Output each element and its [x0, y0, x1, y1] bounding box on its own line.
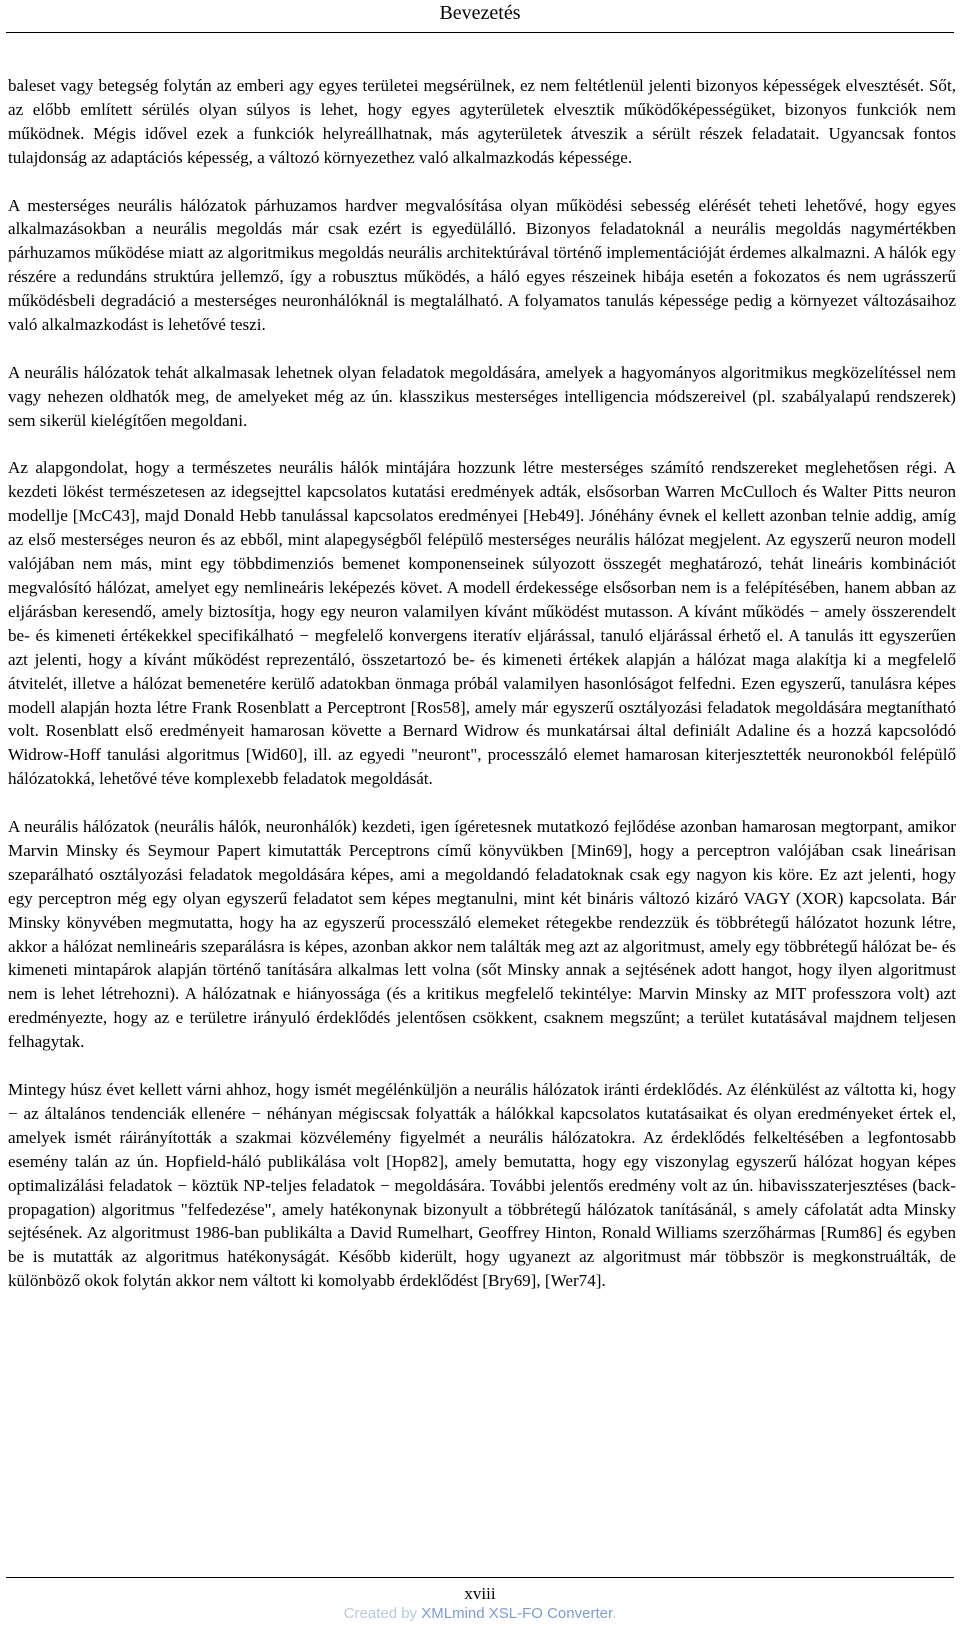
- credit-product: XMLmind XSL-FO Converter: [421, 1605, 613, 1622]
- generator-credit: [0, 1604, 960, 1624]
- credit-prefix: Created by: [343, 1605, 422, 1622]
- body-text: [8, 74, 956, 1317]
- paragraph: Mintegy húsz évet kellett várni ahhoz, hogy ismét megélénküljön a neurális hálózatok iránti érdeklődés. Az élénkülést az váltotta ki, hogy − az általános tendenciák ellenére − néhányan mégiscsak folyatták a hálókkal kapcsolatos kutatásaikat és olyan eredményeket értek el, amelyek ismét ráirányították a szakmai közvélemény figyelmét a neurális hálózatokra. Az érdeklődés felkeltésében a legfontosabb esemény talán az ún. Hopfield-háló publikálása volt [Hop82], amely bemutatta, hogy egy viszonylag egyszerű hálózat hogyan képes optimalizálási feladatok − köztük NP-teljes feladatok − megoldására. További jelentős eredmény volt az ún. hibavisszaterjesztéses (back-propagation) algoritmus "felfedezése", amely hatékonynak bizonyult a többrétegű hálózatok tanításánál, s amely cáfolatát adta Minsky sejtésének. Az algoritmust 1986-ban publikálta a David Rumelhart, Geoffrey Hinton, Ronald Williams szerzőhármas [Rum86] és egyben be is mutatták az algoritmus hatékonyságát. Később kiderült, hogy ugyanezt az algoritmust már többször is megkonstruálták, de különböző okok folytán akkor nem váltott ki komolyabb érdeklődést [Bry69], [Wer74].: [8, 1079, 956, 1291]
- running-header: Bevezetés: [439, 2, 521, 24]
- header-divider: [6, 32, 954, 33]
- paragraph: baleset vagy betegség folytán az emberi agy egyes területei megsérülnek, ez nem feltétlenül jelenti bizonyos képességek elvesztését. Sőt, az előbb említett sérülés olyan súlyos is lehet, hogy egyes agyterületek elvesztik működőképességüket, bizonyos funkciók nem működnek. Mégis idővel ezek a funkciók helyreállhatnak, más agyterületek átveszik a sérült részek feladatait. Ugyancsak fontos tulajdonság az adaptációs képesség, a változó környezethez való alkalmazkodás képessége.: [8, 76, 956, 167]
- paragraph: A neurális hálózatok tehát alkalmasak lehetnek olyan feladatok megoldására, amelyek a hagyományos algoritmikus megközelítéssel nem vagy nehezen oldhatók meg, de amelyeket még az ún. klasszikus mesterséges intelligencia módszereivel (pl. szabályalapú rendszerek) sem sikerül kielégítően megoldani.: [8, 362, 956, 430]
- credit-suffix: .: [612, 1605, 617, 1622]
- paragraph: A mesterséges neurális hálózatok párhuzamos hardver megvalósítása olyan működési sebesség elérését teheti lehetővé, hogy egyes alkalmazásokban a neurális megoldás már csak ezért is egyedülálló. Bizonyos feladatoknál a neurális megoldás nagymértékben párhuzamos működése miatt az algoritmikus megoldás neurális architektúrával történő implementációját érdemes alkalmazni. A hálók egy részére a redundáns struktúra jellemző, így a robusztus működés, a háló egyes részeinek hibája esetén a fokozatos és nem ugrásszerű működésbeli degradáció a mesterséges neuronhálóknál is megtalálható. A folyamatos tanulás képessége pedig a környezet változásaihoz való alkalmazkodást is lehetővé teszi.: [8, 195, 956, 335]
- page-number: xviii: [464, 1584, 496, 1603]
- footer-divider: [6, 1577, 954, 1578]
- paragraph: Az alapgondolat, hogy a természetes neurális hálók mintájára hozzunk létre mesterséges számító rendszereket meglehetősen régi. A kezdeti lökést természetesen az idegsejttel kapcsolatos kutatási eredmények adták, elsősorban Warren McCulloch és Walter Pitts neuron modellje [McC43], majd Donald Hebb tanulással kapcsolatos eredményei [Heb49]. Jónéhány évnek el kellett azonban telnie addig, amíg az első mesterséges neuron és az ebből, mint alapegységből felépülő mesterséges neurális hálózat megjelent. Az egyszerű neuron modell valójában nem más, mint egy többdimenziós bemenet komponenseinek súlyozott összegét meghatározó, tehát lineáris kombinációt megvalósító hálózat, amelyet egy nemlineáris leképezés követ. A modell érdekessége elsősorban nem is a felépítésében, hanem abban az eljárásban keresendő, amely biztosítja, hogy egy neuron valamilyen kívánt működést mutasson. A kívánt működés − amely összerendelt be- és kimeneti értékekkel specifikálható − megfelelő konvergens iteratív eljárással, tanuló eljárással érhető el. A tanulás itt egyszerűen azt jelenti, hogy a kívánt működést reprezentáló, összetartozó be- és kimeneti értékek alapján a hálózat maga alakítja ki a megfelelő átvitelét, illetve a hálózat bemenetére kerülő adatokban önmaga próbál valamilyen hasonlóságot felfedni. Ezen egyszerű, tanulásra képes modell alapján hozta létre Frank Rosenblatt a Perceptront [Ros58], amely már egyszerű osztályozási feladatok megoldására megtanítható volt. Rosenblatt első eredményeit hamarosan követte a Bernard Widrow és munkatársai által definiált Adaline és a hozzá kapcsolódó Widrow-Hoff tanulási algoritmus [Wid60], ill. az egyedi "neuront", processzáló elemet hamarosan kiterjesztették neuronokból felépülő hálózatokká, lehetővé téve komplexebb feladatok megoldását.: [8, 458, 956, 789]
- paragraph: A neurális hálózatok (neurális hálók, neuronhálók) kezdeti, igen ígéretesnek mutatkozó fejlődése azonban hamarosan megtorpant, amikor Marvin Minsky és Seymour Papert kimutatták Perceptrons című könyvükben [Min69], hogy a perceptron valójában csak lineárisan szeparálható osztályozási feladatok megoldására képes, ami a megoldandó feladatoknak csak egy nagyon kis köre. Ez azt jelenti, hogy egy perceptron még egy olyan egyszerű feladatot sem képes megtanulni, mint két bináris változó kizáró VAGY (XOR) kapcsolata. Bár Minsky könyvében megmutatta, hogy ha az egyszerű processzáló elemeket rétegekbe rendezzük és többrétegű hálózatot hozunk létre, akkor a hálózat nemlineáris szeparálásra is képes, azonban akkor nem találták meg azt az algoritmust, amely egy többrétegű hálózat be- és kimeneti mintapárok alapján történő tanítására alkalmas lett volna (sőt Minsky annak a sejtésének adott hangot, hogy ilyen algoritmust nem is lehet létrehozni). A hálózatnak e hiányossága (és a kritikus megfelelő tekintélye: Marvin Minsky az MIT professzora volt) azt eredményezte, hogy az e területre irányuló érdeklődés jelentősen csökkent, csaknem megszűnt; a terület kutatásával majdnem teljesen felhagytak.: [8, 817, 956, 1052]
